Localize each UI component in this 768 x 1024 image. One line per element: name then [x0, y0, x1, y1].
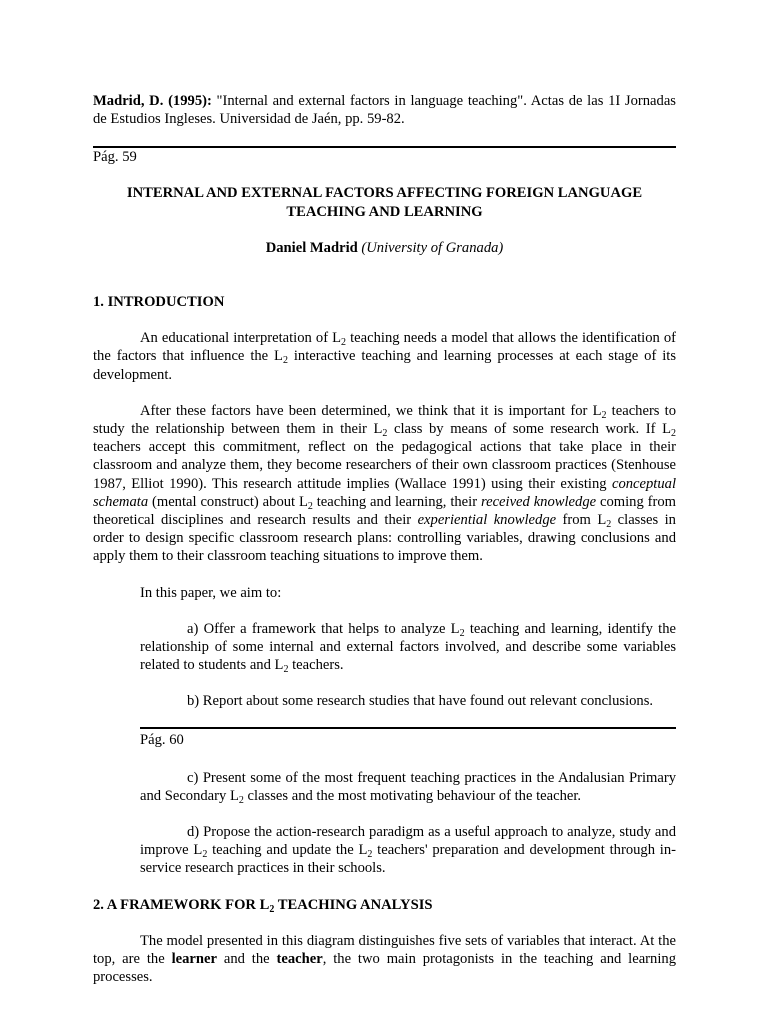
- page-marker: Pág. 59: [93, 149, 137, 166]
- text-run: The model presented in this diagram distinguishes five sets of variables that interact. At the top, are the: [93, 932, 676, 968]
- subscript: 2: [459, 627, 465, 639]
- text-run: class by means of some research work. If L: [387, 421, 671, 438]
- text-run: teaching and learning, identify the relationship of some internal and external factors involved, and describe some variables related to students and L: [140, 620, 676, 674]
- text-run: teaching and learning, their: [312, 493, 481, 510]
- list-item: [140, 620, 676, 675]
- text-run: classes and the most motivating behaviour of the teacher.: [243, 787, 582, 804]
- subscript: 2: [670, 428, 676, 440]
- text-run: An educational interpretation of L: [140, 330, 342, 347]
- text-run: teachers.: [288, 657, 344, 674]
- aims-list-continued: [93, 769, 676, 878]
- section-heading: [93, 896, 676, 914]
- bold-term: teacher: [276, 951, 323, 968]
- paragraph: In this paper, we aim to:: [140, 584, 282, 601]
- italic-term: experiential knowledge: [417, 512, 557, 529]
- text-run: (mental construct) about L: [148, 493, 308, 510]
- subscript: 2: [283, 664, 289, 676]
- text-run: teaching needs a model that allows the identification of the factors that influence the L: [93, 330, 677, 365]
- subscript: 2: [606, 519, 612, 531]
- author-line: [93, 239, 676, 257]
- paragraph: [93, 329, 676, 384]
- paragraph: [93, 402, 676, 566]
- list-item: [140, 823, 676, 878]
- subscript: 2: [269, 903, 275, 915]
- text-run: c) Present some of the most frequent teaching practices in the Andalusian Primary and Secondary L: [140, 769, 676, 804]
- subscript: 2: [202, 849, 208, 861]
- text-run: a) Offer a framework that helps to analyze L: [187, 620, 460, 637]
- author-name: Daniel Madrid: [265, 239, 358, 256]
- text-run: teachers to study the relationship between them in their L: [93, 402, 677, 438]
- text-run: TEACHING ANALYSIS: [274, 896, 433, 913]
- text-run: interactive teaching and learning processes at each stage of its development.: [93, 348, 676, 383]
- text-run: d) Propose the action-research paradigm as a useful approach to analyze, study and improve L: [140, 824, 676, 859]
- list-item: b) Report about some research studies that have found out relevant conclusions.: [187, 693, 654, 710]
- text-run: classes in order to design specific classroom research plans: controlling variables, drawing conclusions and apply them to their classroom teaching situations to improve them.: [93, 512, 676, 565]
- citation: [93, 92, 676, 128]
- section-heading: 1. INTRODUCTION: [93, 294, 225, 311]
- bold-term: learner: [171, 951, 217, 968]
- paragraph: [93, 932, 676, 987]
- subscript: 2: [341, 337, 347, 349]
- paper-title: [93, 184, 676, 220]
- text-run: teachers accept this commitment, reflect on the pedagogical actions that take place in their classroom and analyze them, they become researchers of their own classroom practices (Stenhouse 1987, Elliot 1990). This research attitude implies (Wallace 1991) using their existing: [93, 439, 676, 492]
- citation-author: Madrid, D. (1995):: [93, 93, 212, 109]
- text-run: coming from theoretical disciplines and research results and their: [93, 493, 676, 529]
- text-run: teaching and update the L: [207, 842, 368, 859]
- page-divider: [140, 727, 676, 729]
- text-run: After these factors have been determined, we think that it is important for L: [140, 402, 602, 419]
- author-affiliation: (University of Granada): [361, 239, 504, 256]
- text-run: teachers' preparation and development through in-service research practices in their schools.: [140, 842, 677, 877]
- aims-list: [93, 620, 676, 711]
- title-line-1: INTERNAL AND EXTERNAL FACTORS AFFECTING FOREIGN LANGUAGE: [126, 185, 643, 202]
- subscript: 2: [382, 428, 388, 440]
- subscript: 2: [307, 500, 313, 512]
- title-line-2: TEACHING AND LEARNING: [286, 203, 483, 220]
- italic-term: received knowledge: [480, 493, 597, 510]
- text-run: from L: [556, 512, 607, 529]
- page-marker: Pág. 60: [140, 731, 184, 748]
- italic-term: conceptual schemata: [93, 475, 676, 510]
- subscript: 2: [601, 409, 607, 421]
- list-item: [140, 769, 676, 805]
- subscript: 2: [238, 794, 244, 806]
- citation-text: "Internal and external factors in language teaching". Actas de las 1I Jornadas de Estudios Ingleses. Universidad de Jaén, pp. 59-82.: [93, 93, 676, 128]
- text-run: , the two main protagonists in the teaching and learning processes.: [93, 951, 676, 986]
- text-run: and the: [216, 951, 277, 968]
- subscript: 2: [282, 355, 288, 367]
- document-page: [93, 92, 676, 987]
- subscript: 2: [367, 849, 373, 861]
- text-run: 2. A FRAMEWORK FOR L: [93, 896, 270, 913]
